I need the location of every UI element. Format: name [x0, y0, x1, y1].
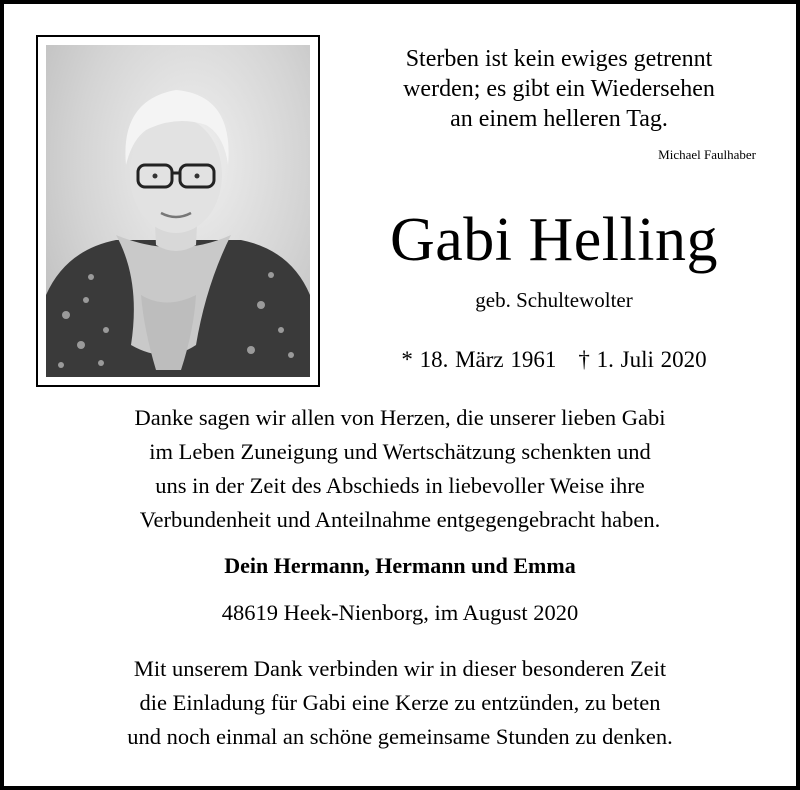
portrait-photo — [46, 45, 310, 377]
deceased-name: Gabi Helling — [390, 206, 718, 274]
signers: Dein Hermann, Hermann und Emma — [224, 553, 576, 578]
closing-line: die Einladung für Gabi eine Kerze zu entzünden, zu beten — [139, 690, 661, 715]
death-date: † 1. Juli 2020 — [578, 347, 707, 372]
birth-date: * 18. März 1961 — [401, 347, 557, 372]
closing-line: Mit unserem Dank verbinden wir in dieser besonderen Zeit — [133, 656, 667, 681]
quote-line: Sterben ist kein ewiges getrennt — [405, 46, 713, 72]
memorial-quote — [344, 44, 774, 134]
closing-text — [24, 652, 776, 754]
closing-line: und noch einmal an schöne gemeinsame Stunden zu denken. — [127, 724, 673, 749]
thanks-line: Danke sagen wir allen von Herzen, die unserer lieben Gabi — [134, 405, 666, 430]
portrait-illustration — [46, 45, 310, 377]
portrait-frame — [36, 35, 320, 387]
life-dates — [324, 347, 784, 373]
place-date: 48619 Heek-Nienborg, im August 2020 — [221, 600, 579, 625]
quote-line: werden; es gibt ein Wiedersehen — [403, 76, 715, 102]
maiden-name: geb. Schultewolter — [475, 288, 633, 312]
quote-author: Michael Faulhaber — [658, 147, 756, 162]
quote-line: an einem helleren Tag. — [450, 106, 668, 132]
thanks-text — [24, 401, 776, 537]
thanks-line: uns in der Zeit des Abschieds in liebevoller Weise ihre — [155, 473, 645, 498]
thanks-line: im Leben Zuneigung und Wertschätzung schenkten und — [149, 439, 651, 464]
thanks-line: Verbundenheit und Anteilnahme entgegengebracht haben. — [139, 507, 661, 532]
